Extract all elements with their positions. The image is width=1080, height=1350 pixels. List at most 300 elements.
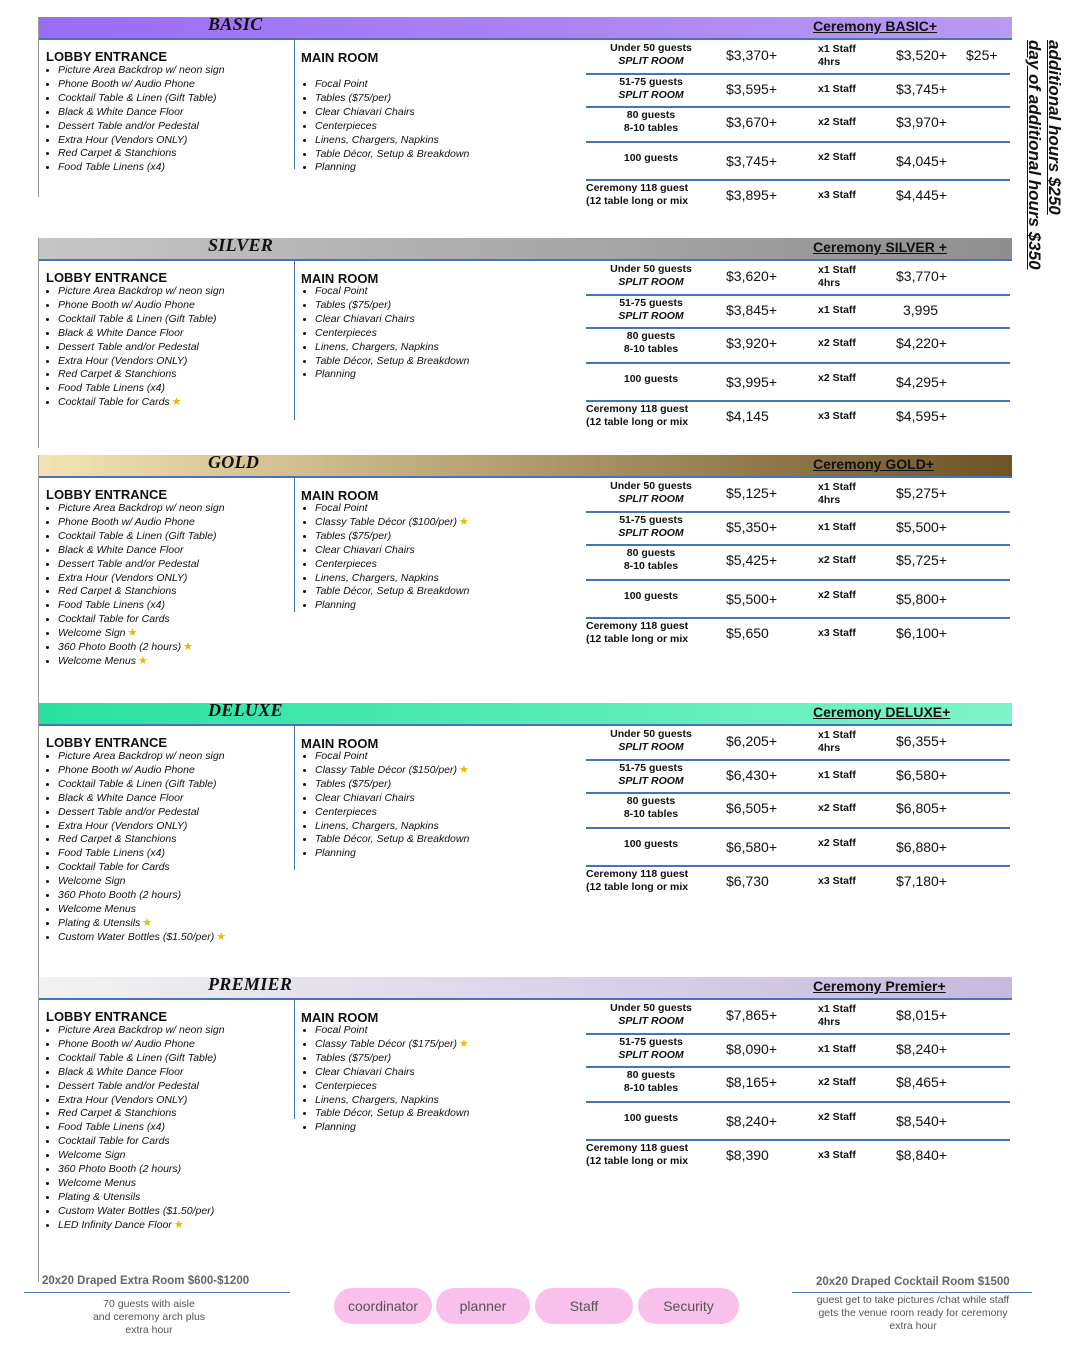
band-underline: [38, 998, 1012, 1000]
star-icon: ★: [459, 763, 469, 776]
ceremony-price: 3,995: [903, 302, 939, 318]
lobby-item-label: Extra Hour (Vendors ONLY): [58, 819, 188, 832]
main-room-item: [315, 120, 469, 134]
lobby-list: [46, 1024, 225, 1233]
coordinator-button[interactable]: coordinator: [334, 1288, 432, 1324]
lobby-item-label: Extra Hour (Vendors ONLY): [58, 571, 188, 584]
guest-count: [586, 547, 716, 573]
staff-count-line: x2 Staff: [818, 802, 856, 814]
lobby-item-label: Extra Hour (Vendors ONLY): [58, 1093, 188, 1106]
package-title: PREMIER: [208, 974, 293, 994]
price-row: [586, 829, 1012, 863]
lobby-item: [58, 313, 225, 327]
package-price: $5,500+: [726, 591, 777, 607]
extra-room-note: [64, 1298, 234, 1337]
lobby-item: [58, 806, 226, 820]
main-room-item: [315, 355, 469, 369]
extra-room-note-line: 70 guests with aisle: [103, 1298, 195, 1310]
lobby-item: [58, 161, 225, 175]
main-room-heading: MAIN ROOM: [301, 488, 379, 503]
ceremony-label: Ceremony GOLD+: [813, 456, 934, 472]
lobby-item: [58, 599, 225, 613]
lobby-item: [58, 1066, 225, 1080]
main-room-item-label: Tables ($75/per): [315, 777, 392, 790]
lobby-item-label: Welcome Menus: [58, 1176, 137, 1189]
main-room-item-label: Focal Point: [315, 1024, 368, 1036]
lobby-item-label: Black & White Dance Floor: [58, 105, 184, 118]
main-room-item: [315, 1080, 469, 1094]
main-room-item-label: Table Décor, Setup & Breakdown: [315, 1107, 470, 1120]
star-icon: ★: [173, 1218, 184, 1231]
guest-count: [586, 373, 716, 386]
main-room-item: [315, 847, 469, 861]
main-room-item-label: Linens, Chargers, Napkins: [315, 571, 439, 584]
staff-count: [818, 481, 856, 507]
staff-count: [818, 1111, 856, 1124]
ceremony-label: Ceremony Premier+: [813, 978, 946, 994]
main-room-item-label: Planning: [315, 368, 356, 381]
package-price: $3,845+: [726, 302, 777, 318]
main-room-heading: MAIN ROOM: [301, 50, 379, 65]
lobby-item-label: Dessert Table and/or Pedestal: [58, 1079, 199, 1092]
staff-count: [818, 837, 856, 850]
guest-count-detail: SPLIT ROOM: [618, 741, 684, 753]
package-title: GOLD: [208, 452, 260, 472]
main-room-list: [303, 502, 469, 613]
footer-left-divider: [24, 1292, 290, 1293]
lobby-list: [46, 285, 225, 410]
main-room-item-label: Table Décor, Setup & Breakdown: [315, 354, 470, 367]
package-price: $7,865+: [726, 1007, 777, 1023]
ceremony-price: $5,275+: [896, 485, 947, 501]
lobby-heading: LOBBY ENTRANCE: [46, 735, 168, 750]
ceremony-price: $5,725+: [896, 552, 947, 568]
lobby-item-label: Welcome Sign: [58, 1149, 126, 1162]
staff-count: [818, 189, 856, 202]
guest-count: [586, 838, 716, 851]
package-price: $6,505+: [726, 800, 777, 816]
staff-count-line: x2 Staff: [818, 116, 856, 128]
main-room-item: [315, 106, 469, 120]
lobby-item: [58, 516, 225, 530]
package-price: $8,390: [726, 1147, 769, 1163]
package-deluxe: [38, 700, 1012, 963]
star-icon: ★: [183, 641, 194, 654]
guest-count-detail: (12 table long or mix: [586, 633, 689, 645]
ceremony-price: $4,595+: [896, 408, 947, 424]
guest-count-line: 100 guests: [623, 152, 679, 164]
main-room-item-label: Centerpieces: [315, 557, 377, 570]
lobby-item: [58, 641, 225, 655]
staff-count-line: x3 Staff: [818, 410, 856, 422]
cocktail-room-note-line: guest get to take pictures /chat while staff: [816, 1294, 1010, 1306]
extra-room-note-line: extra hour: [125, 1324, 173, 1336]
guest-count-detail: SPLIT ROOM: [618, 527, 684, 539]
guest-count-detail: 8-10 tables: [623, 122, 679, 134]
lobby-item: [58, 327, 225, 341]
lobby-item-label: Phone Booth w/ Audio Phone: [58, 77, 195, 90]
lobby-item: [58, 1135, 225, 1149]
main-room-heading: MAIN ROOM: [301, 736, 379, 751]
main-room-item: [315, 558, 469, 572]
lobby-item: [58, 530, 225, 544]
lobby-item-label: Custom Water Bottles ($1.50/per): [58, 930, 215, 943]
main-room-item: [315, 820, 469, 834]
lobby-item: [58, 1163, 225, 1177]
lobby-item-label: Picture Area Backdrop w/ neon sign: [58, 285, 225, 297]
staff-count: [818, 589, 856, 602]
lobby-item: [58, 285, 225, 299]
lobby-item-label: Custom Water Bottles ($1.50/per): [58, 1204, 215, 1217]
guest-count: [586, 795, 716, 821]
lobby-item: [58, 382, 225, 396]
lobby-item: [58, 931, 226, 945]
main-room-item-label: Table Décor, Setup & Breakdown: [315, 147, 470, 160]
lobby-item: [58, 396, 225, 410]
package-price: $3,620+: [726, 268, 777, 284]
guest-count-detail: SPLIT ROOM: [618, 493, 684, 505]
price-row: [586, 1035, 1012, 1069]
package-price: $3,920+: [726, 335, 777, 351]
package-left-border: [38, 703, 39, 981]
cocktail-room-note-line: gets the venue room ready for ceremony: [818, 1307, 1008, 1319]
main-room-item-label: Centerpieces: [315, 326, 377, 339]
lobby-item-label: Cocktail Table & Linen (Gift Table): [58, 777, 217, 790]
lobby-item-label: Plating & Utensils: [58, 916, 141, 929]
main-room-list: [303, 750, 469, 861]
ceremony-label: Ceremony DELUXE+: [813, 704, 951, 720]
staff-count-line: x3 Staff: [818, 875, 856, 887]
lobby-item-label: Cocktail Table for Cards: [58, 396, 170, 409]
day-of-additional-hours-text: day of additional hours $350: [1025, 40, 1044, 270]
ceremony-price: $3,520+: [896, 47, 947, 63]
star-icon: ★: [138, 654, 148, 667]
main-room-item-label: Tables ($75/per): [315, 91, 392, 104]
cocktail-room-title: 20x20 Draped Cocktail Room $1500: [816, 1276, 1010, 1288]
package-price: $3,670+: [726, 114, 777, 130]
lobby-item-label: Food Table Linens (x4): [58, 1121, 166, 1134]
package-price: $5,350+: [726, 519, 777, 535]
star-icon: ★: [127, 627, 138, 640]
package-price: $5,425+: [726, 552, 777, 568]
main-room-item: [315, 134, 469, 148]
lobby-item-label: Welcome Sign: [58, 627, 126, 640]
staff-count-line: x1 Staff: [818, 83, 856, 95]
staff-count-line: x2 Staff: [818, 837, 856, 849]
guest-count: [586, 762, 716, 788]
main-room-item-label: Focal Point: [315, 502, 368, 514]
guest-count: [586, 152, 716, 165]
star-icon: ★: [216, 930, 227, 943]
extra-hour-price: $25+: [966, 47, 998, 63]
ceremony-price: $8,015+: [896, 1007, 947, 1023]
price-row: [586, 181, 1012, 215]
extra-room-title: 20x20 Draped Extra Room $600-$1200: [42, 1275, 250, 1287]
lobby-item: [58, 613, 225, 627]
lobby-item-label: Cocktail Table & Linen (Gift Table): [58, 91, 217, 104]
lobby-item-label: Red Carpet & Stanchions: [58, 147, 177, 160]
extra-room-note-line: and ceremony arch plus: [92, 1311, 206, 1323]
main-room-item-label: Table Décor, Setup & Breakdown: [315, 833, 470, 846]
column-divider: [294, 477, 295, 612]
price-row: [586, 296, 1012, 330]
lobby-item-label: Cocktail Table for Cards: [58, 1135, 170, 1148]
lobby-item: [58, 875, 226, 889]
price-row: [586, 364, 1012, 398]
lobby-item: [58, 120, 225, 134]
staff-count-line: x1 Staff: [818, 1043, 856, 1055]
lobby-item-label: Phone Booth w/ Audio Phone: [58, 763, 195, 776]
staff-count: [818, 83, 856, 96]
guest-count: [586, 182, 716, 208]
guest-count: [586, 109, 716, 135]
guest-count-detail: SPLIT ROOM: [618, 276, 684, 288]
lobby-item: [58, 1024, 225, 1038]
lobby-item: [58, 1080, 225, 1094]
main-room-item-label: Linens, Chargers, Napkins: [315, 133, 439, 146]
guest-count: [586, 1142, 716, 1168]
main-room-item: [315, 92, 469, 106]
price-row: [586, 867, 1012, 901]
package-gold: [38, 452, 1012, 715]
lobby-item: [58, 903, 226, 917]
price-row: [586, 794, 1012, 828]
lobby-item: [58, 299, 225, 313]
package-price: $3,370+: [726, 47, 777, 63]
lobby-item-label: Black & White Dance Floor: [58, 543, 184, 556]
staff-count: [818, 521, 856, 534]
lobby-item: [58, 92, 225, 106]
lobby-list: [46, 750, 226, 945]
guest-count-detail: (12 table long or mix: [586, 881, 689, 893]
ceremony-price: $8,840+: [896, 1147, 947, 1163]
guest-count-line: 100 guests: [623, 838, 679, 850]
guest-count-line: 51-75 guests: [619, 514, 683, 526]
guest-count: [586, 330, 716, 356]
main-room-item-label: Linens, Chargers, Napkins: [315, 819, 439, 832]
package-left-border: [38, 238, 39, 448]
main-room-item-label: Focal Point: [315, 78, 368, 90]
column-divider: [294, 725, 295, 870]
staff-count-line: x2 Staff: [818, 1076, 856, 1088]
ceremony-price: $7,180+: [896, 873, 947, 889]
staff-count-line: x2 Staff: [818, 589, 856, 601]
lobby-item: [58, 1205, 225, 1219]
lobby-item-label: Plating & Utensils: [58, 1190, 141, 1203]
lobby-item-label: Dessert Table and/or Pedestal: [58, 557, 199, 570]
cocktail-room-note: [786, 1294, 1040, 1333]
price-row: [586, 262, 1012, 296]
price-row: [586, 108, 1012, 142]
staff-count-line: x1 Staff: [818, 1003, 856, 1015]
lobby-item-label: Phone Booth w/ Audio Phone: [58, 1037, 195, 1050]
guest-count-line: Under 50 guests: [610, 728, 692, 740]
ceremony-price: $8,240+: [896, 1041, 947, 1057]
main-room-item: [315, 313, 469, 327]
lobby-item-label: Picture Area Backdrop w/ neon sign: [58, 502, 225, 514]
column-divider: [294, 39, 295, 169]
guest-count-line: 80 guests: [626, 547, 676, 559]
staff-count: [818, 802, 856, 815]
staff-count-line: x1 Staff: [818, 481, 856, 493]
lobby-item: [58, 1052, 225, 1066]
package-price: $8,090+: [726, 1041, 777, 1057]
package-left-border: [38, 17, 39, 197]
main-room-item: [315, 1121, 469, 1135]
package-price: $3,745+: [726, 153, 777, 169]
guest-count-line: Ceremony 118 guest: [586, 1142, 689, 1154]
lobby-item: [58, 1094, 225, 1108]
lobby-item: [58, 820, 226, 834]
ceremony-label: Ceremony SILVER +: [813, 239, 947, 255]
price-row: [586, 761, 1012, 795]
main-room-item: [315, 285, 469, 299]
price-row: [586, 727, 1012, 761]
lobby-item: [58, 64, 225, 78]
guest-count-detail: (12 table long or mix: [586, 1155, 689, 1167]
main-room-item: [315, 1094, 469, 1108]
package-price: $8,165+: [726, 1074, 777, 1090]
main-room-item-label: Clear Chiavari Chairs: [315, 1065, 415, 1078]
package-price: $6,205+: [726, 733, 777, 749]
staff-count: [818, 875, 856, 888]
lobby-item-label: Dessert Table and/or Pedestal: [58, 340, 199, 353]
band-underline: [38, 259, 1012, 261]
staff-count-line: x2 Staff: [818, 372, 856, 384]
lobby-item-label: LED Infinity Dance Floor: [58, 1218, 172, 1231]
guest-count: [586, 514, 716, 540]
guest-count-detail: 8-10 tables: [623, 560, 679, 572]
guest-count-detail: SPLIT ROOM: [618, 55, 684, 67]
lobby-item: [58, 544, 225, 558]
main-room-item-label: Table Décor, Setup & Breakdown: [315, 585, 470, 598]
staff-count-line: x2 Staff: [818, 554, 856, 566]
lobby-item: [58, 78, 225, 92]
lobby-item-label: Red Carpet & Stanchions: [58, 585, 177, 598]
guest-count-line: Ceremony 118 guest: [586, 868, 689, 880]
main-room-item-label: Centerpieces: [315, 1079, 377, 1092]
guest-count-detail: SPLIT ROOM: [618, 1015, 684, 1027]
ceremony-price: $4,445+: [896, 187, 947, 203]
ceremony-price: $6,805+: [896, 800, 947, 816]
staff-count: [818, 1076, 856, 1089]
ceremony-price: $5,800+: [896, 591, 947, 607]
lobby-item: [58, 572, 225, 586]
security-button[interactable]: Security: [638, 1288, 739, 1324]
price-row: [586, 619, 1012, 653]
main-room-item: [315, 327, 469, 341]
guest-count-line: 100 guests: [623, 1112, 679, 1124]
staff-count-line: x1 Staff: [818, 43, 856, 55]
planner-button[interactable]: planner: [436, 1288, 530, 1324]
lobby-item-label: Red Carpet & Stanchions: [58, 1107, 177, 1120]
lobby-item-label: Black & White Dance Floor: [58, 791, 184, 804]
lobby-item: [58, 750, 226, 764]
guest-count-detail: SPLIT ROOM: [618, 775, 684, 787]
lobby-item: [58, 147, 225, 161]
package-title: SILVER: [208, 235, 274, 255]
main-room-item-label: Tables ($75/per): [315, 529, 392, 542]
ceremony-price: $4,295+: [896, 374, 947, 390]
ceremony-price: $6,880+: [896, 839, 947, 855]
staff-count: [818, 1043, 856, 1056]
staff-count-line: x3 Staff: [818, 1149, 856, 1161]
lobby-item-label: Black & White Dance Floor: [58, 1065, 184, 1078]
lobby-item: [58, 1121, 225, 1135]
guest-count-detail: (12 table long or mix: [586, 195, 689, 207]
package-price: $6,580+: [726, 839, 777, 855]
main-room-item-label: Focal Point: [315, 285, 368, 297]
main-room-item: [315, 299, 469, 313]
lobby-list: [46, 64, 225, 175]
price-row: [586, 402, 1012, 436]
staff-count: [818, 43, 856, 69]
guest-count: [586, 403, 716, 429]
price-row: [586, 143, 1012, 177]
main-room-item-label: Planning: [315, 1121, 356, 1134]
ceremony-price: $3,970+: [896, 114, 947, 130]
main-room-item: [315, 368, 469, 382]
staff-button[interactable]: Staff: [535, 1288, 633, 1324]
lobby-heading: LOBBY ENTRANCE: [46, 49, 168, 64]
guest-count-line: 51-75 guests: [619, 76, 683, 88]
guest-count-detail: SPLIT ROOM: [618, 310, 684, 322]
guest-count-line: 51-75 guests: [619, 297, 683, 309]
staff-count-line: x2 Staff: [818, 337, 856, 349]
staff-count: [818, 372, 856, 385]
main-room-item: [315, 530, 469, 544]
lobby-item-label: Cocktail Table for Cards: [58, 861, 170, 874]
main-room-item: [315, 572, 469, 586]
main-room-list: [303, 78, 469, 175]
lobby-item-label: Welcome Menus: [58, 654, 137, 667]
lobby-item-label: Picture Area Backdrop w/ neon sign: [58, 64, 225, 76]
lobby-item-label: Extra Hour (Vendors ONLY): [58, 133, 188, 146]
main-room-item-label: Centerpieces: [315, 119, 377, 132]
guest-count-line: 80 guests: [626, 330, 676, 342]
lobby-item-label: Cocktail Table & Linen (Gift Table): [58, 529, 217, 542]
lobby-item: [58, 1038, 225, 1052]
band-underline: [38, 476, 1012, 478]
price-row: [586, 1068, 1012, 1102]
star-icon: ★: [142, 916, 153, 929]
lobby-item: [58, 1219, 225, 1233]
staff-count: [818, 769, 856, 782]
column-divider: [294, 999, 295, 1119]
package-premier: [38, 974, 1012, 1237]
package-title: DELUXE: [208, 700, 283, 720]
lobby-item-label: Phone Booth w/ Audio Phone: [58, 298, 195, 311]
main-room-item: [315, 778, 469, 792]
lobby-item-label: Picture Area Backdrop w/ neon sign: [58, 750, 225, 762]
staff-hours: 4hrs: [818, 1016, 841, 1028]
guest-count: [586, 728, 716, 754]
package-price: $5,650: [726, 625, 769, 641]
lobby-item: [58, 355, 225, 369]
lobby-item: [58, 917, 226, 931]
main-room-item: [315, 1024, 469, 1038]
price-row: [586, 479, 1012, 513]
lobby-item: [58, 1177, 225, 1191]
main-room-item-label: Classy Table Décor ($100/per): [315, 515, 458, 528]
main-room-item: [315, 806, 469, 820]
lobby-item-label: Welcome Menus: [58, 902, 137, 915]
staff-count: [818, 304, 856, 317]
main-room-item: [315, 161, 469, 175]
lobby-item: [58, 792, 226, 806]
price-row: [586, 546, 1012, 580]
main-room-item: [315, 599, 469, 613]
